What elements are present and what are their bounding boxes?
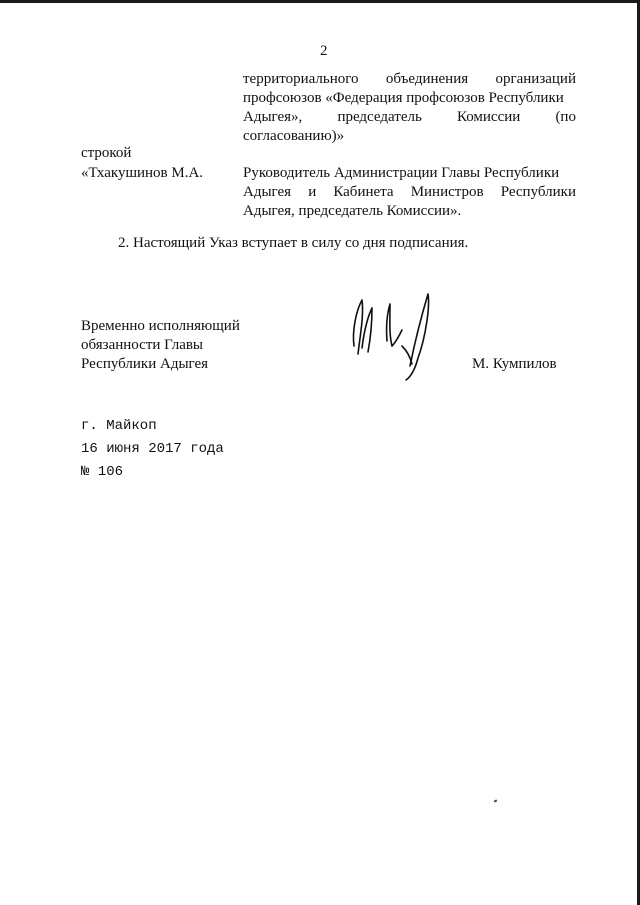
word: Комиссии bbox=[456, 109, 521, 125]
name-entry: «Тхакушинов М.А. bbox=[81, 165, 204, 181]
word: председатель bbox=[337, 109, 422, 125]
word: объединения bbox=[385, 71, 469, 87]
signature-image bbox=[340, 286, 440, 386]
signature-stroke bbox=[402, 346, 412, 364]
word: Адыгея», bbox=[243, 109, 303, 125]
signatory-title-line1: Временно исполняющий bbox=[81, 318, 240, 334]
date: 16 июня 2017 года bbox=[81, 441, 224, 457]
block1-line1 bbox=[243, 70, 576, 88]
word: организаций bbox=[495, 71, 576, 87]
block2-line1: Руководитель Администрации Главы Республики bbox=[243, 165, 560, 181]
signatory-title-line2: обязанности Главы bbox=[81, 337, 204, 353]
block1-line3 bbox=[243, 108, 576, 126]
document-number: № 106 bbox=[81, 464, 124, 480]
signature-stroke bbox=[353, 300, 362, 354]
word: Республики bbox=[500, 184, 576, 200]
page-number: 2 bbox=[320, 43, 328, 59]
strokoi-label: строкой bbox=[81, 145, 132, 161]
scan-speck bbox=[494, 799, 498, 802]
block1-line4: согласованию)» bbox=[243, 128, 345, 144]
word: Кабинета bbox=[333, 184, 394, 200]
signature-stroke bbox=[362, 308, 372, 352]
scan-edge-top bbox=[0, 0, 640, 3]
word: Министров bbox=[410, 184, 484, 200]
word: (по bbox=[555, 109, 576, 125]
clause-2: 2. Настоящий Указ вступает в силу со дня подписания. bbox=[118, 235, 469, 251]
block2-line2 bbox=[243, 183, 576, 201]
signature-stroke bbox=[387, 304, 402, 346]
signature-stroke bbox=[406, 294, 429, 380]
word: территориального bbox=[243, 71, 359, 87]
city: г. Майкоп bbox=[81, 418, 157, 434]
word: Адыгея bbox=[243, 184, 292, 200]
signatory-name: М. Кумпилов bbox=[472, 356, 557, 372]
block2-line3: Адыгея, председатель Комиссии». bbox=[243, 203, 462, 219]
block1-line2: профсоюзов «Федерация профсоюзов Республики bbox=[243, 90, 564, 106]
word: и bbox=[308, 184, 317, 200]
signatory-title-line3: Республики Адыгея bbox=[81, 356, 209, 372]
